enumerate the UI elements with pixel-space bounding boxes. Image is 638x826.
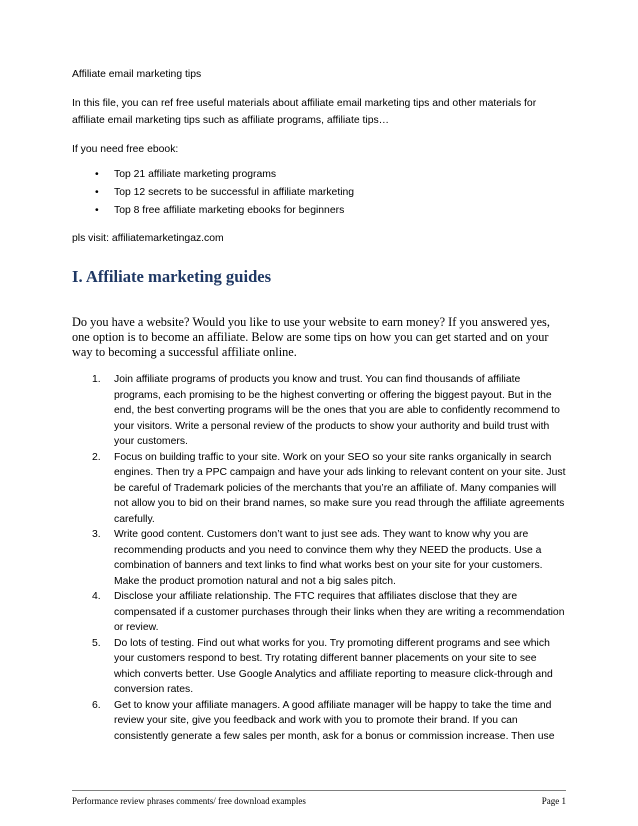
list-item xyxy=(72,184,566,202)
document-page xyxy=(72,66,566,744)
list-item xyxy=(72,166,566,184)
tip-text: Join affiliate programs of products you know and trust. You can find thousands of affiliate programs, each promising to be the highest converting or offering the biggest payout. But in the end, the best converting programs will be the ones that you are able to confidently recommend to your visitors. Write a personal review of the products to show your authority and build trust with your customers. xyxy=(114,374,560,447)
lead-paragraph: Do you have a website? Would you like to use your website to earn money? If you answered yes, one option is to become an affiliate. Below are some tips on how you can get started and on your way to becoming a successful affiliate online. xyxy=(72,315,550,359)
ebook-item-label: Top 8 free affiliate marketing ebooks for beginners xyxy=(114,205,345,216)
tips-list xyxy=(72,372,566,744)
bullet-icon: • xyxy=(95,205,99,216)
intro-paragraph: In this file, you can ref free useful materials about affiliate email marketing tips and other materials for affiliate email marketing tips such as affiliate programs, affiliate tips… xyxy=(72,98,537,126)
tip-text: Get to know your affiliate managers. A good affiliate manager will be happy to take the time and review your site, give you feedback and work with you to promote their brand. If you can consistently generate a few sales per month, ask for a bonus or commission increase. Then use xyxy=(114,699,555,742)
ebook-label: If you need free ebook: xyxy=(72,144,179,155)
tip-text: Focus on building traffic to your site. Work on your SEO so your site ranks organically in search engines. Then try a PPC campaign and have your ads linking to relevant content on your site. Just be careful of Trademark policies of the merchants that you’re an affiliate of. Many companies will not allow you to bid on their brand names, so make sure you read through the affiliate agreements carefully. xyxy=(114,451,566,525)
tip-number: 5. xyxy=(92,637,101,649)
tip-number: 6. xyxy=(92,699,101,711)
tip-number: 4. xyxy=(92,591,101,602)
list-item xyxy=(72,372,566,450)
list-item xyxy=(72,698,566,745)
page-number: Page 1 xyxy=(541,796,566,806)
list-item xyxy=(72,589,566,636)
tip-number: 1. xyxy=(92,374,101,385)
document-title: Affiliate email marketing tips xyxy=(72,69,202,80)
section-heading: I. Affiliate marketing guides xyxy=(72,267,272,286)
list-item xyxy=(72,636,566,698)
list-item xyxy=(72,450,566,528)
tip-number: 3. xyxy=(92,529,101,540)
ebook-item-label: Top 21 affiliate marketing programs xyxy=(114,169,277,180)
tip-text: Disclose your affiliate relationship. The FTC requires that affiliates disclose that they are compensated if a customer purchases through their links when they are writing a recommendation or review. xyxy=(114,591,565,633)
bullet-icon: • xyxy=(95,169,99,180)
tip-text: Do lots of testing. Find out what works for you. Try promoting different programs and see which your customers respond to best. Try rotating different banner placements on your site to see which converts better. Use Google Analytics and affiliate reporting to measure click-through and conversion rates. xyxy=(114,637,553,695)
list-item xyxy=(72,202,566,220)
footer-title: Performance review phrases comments/ free download examples xyxy=(72,796,306,806)
visit-line: pls visit: affiliatemarketingaz.com xyxy=(72,233,224,244)
tip-number: 2. xyxy=(92,451,101,463)
page-footer xyxy=(72,790,566,807)
list-item xyxy=(72,527,566,589)
bullet-icon: • xyxy=(95,187,99,198)
ebook-item-label: Top 12 secrets to be successful in affiliate marketing xyxy=(114,187,355,198)
tip-text: Write good content. Customers don’t want to just see ads. They want to know why you are recommending products and you need to convince them why they NEED the products. Use a combination of banners and text links to find what works best on your site for your customers. Make the product promotion natural and not a big sales pitch. xyxy=(114,529,543,587)
ebook-list xyxy=(72,166,566,220)
